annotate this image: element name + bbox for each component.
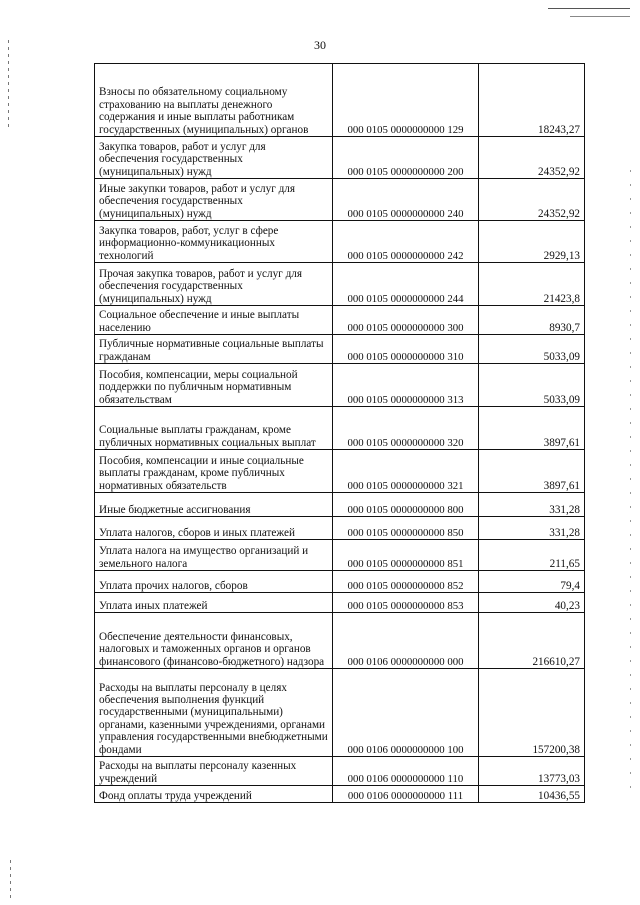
row-amount: 3897,61: [479, 450, 585, 493]
table-row: [95, 493, 585, 517]
row-code: 000 0105 0000000000 320: [333, 407, 479, 450]
table-row: [95, 263, 585, 306]
table-row: [95, 517, 585, 540]
table-row: [95, 571, 585, 593]
row-code: 000 0105 0000000000 300: [333, 306, 479, 335]
row-code: 000 0105 0000000000 321: [333, 450, 479, 493]
row-name: Иные закупки товаров, работ и услуг для обеспечения государственных (муниципальных) нужд: [95, 179, 333, 221]
row-amount: 10436,55: [479, 786, 585, 803]
table-row: [95, 757, 585, 786]
row-amount: 40,23: [479, 593, 585, 613]
header-rule: [548, 8, 630, 9]
scan-edge-mark: [8, 40, 9, 130]
row-code: 000 0105 0000000000 851: [333, 540, 479, 571]
table-row: [95, 407, 585, 450]
row-code: 000 0105 0000000000 129: [333, 64, 479, 137]
row-amount: 18243,27: [479, 64, 585, 137]
table-row: [95, 335, 585, 364]
row-name: Закупка товаров, работ, услуг в сфере информационно-коммуникационных технологий: [95, 221, 333, 263]
row-name: Уплата иных платежей: [95, 593, 333, 613]
row-name: Уплата налогов, сборов и иных платежей: [95, 517, 333, 540]
row-amount: 13773,03: [479, 757, 585, 786]
row-code: 000 0105 0000000000 850: [333, 517, 479, 540]
row-code: 000 0105 0000000000 853: [333, 593, 479, 613]
table-row: [95, 64, 585, 137]
row-amount: 2929,13: [479, 221, 585, 263]
row-amount: 211,65: [479, 540, 585, 571]
table-row: [95, 137, 585, 179]
row-amount: 5033,09: [479, 364, 585, 407]
row-code: 000 0105 0000000000 313: [333, 364, 479, 407]
row-name: Расходы на выплаты персоналу казенных учреждений: [95, 757, 333, 786]
row-amount: 79,4: [479, 571, 585, 593]
row-amount: 331,28: [479, 517, 585, 540]
budget-table: [94, 63, 585, 803]
row-amount: 3897,61: [479, 407, 585, 450]
row-name: Уплата прочих налогов, сборов: [95, 571, 333, 593]
row-code: 000 0105 0000000000 200: [333, 137, 479, 179]
row-name: Социальное обеспечение и иные выплаты населению: [95, 306, 333, 335]
row-code: 000 0105 0000000000 852: [333, 571, 479, 593]
row-name: Уплата налога на имущество организаций и земельного налога: [95, 540, 333, 571]
row-name: Пособия, компенсации и иные социальные выплаты гражданам, кроме публичных нормативных обязательств: [95, 450, 333, 493]
row-amount: 21423,8: [479, 263, 585, 306]
table-row: [95, 669, 585, 757]
table-row: [95, 221, 585, 263]
row-code: 000 0106 0000000000 110: [333, 757, 479, 786]
row-amount: 331,28: [479, 493, 585, 517]
scan-edge-mark-bottom: [10, 860, 11, 900]
row-amount: 216610,27: [479, 613, 585, 669]
table-row: [95, 540, 585, 571]
page-number: 30: [314, 38, 326, 52]
row-name: Прочая закупка товаров, работ и услуг для обеспечения государственных (муниципальных) нужд: [95, 263, 333, 306]
row-code: 000 0105 0000000000 310: [333, 335, 479, 364]
header-rule-short: [570, 16, 630, 17]
row-code: 000 0106 0000000000 111: [333, 786, 479, 803]
row-name: Закупка товаров, работ и услуг для обеспечения государственных (муниципальных) нужд: [95, 137, 333, 179]
row-code: 000 0106 0000000000 000: [333, 613, 479, 669]
row-amount: 157200,38: [479, 669, 585, 757]
row-code: 000 0106 0000000000 100: [333, 669, 479, 757]
table-row: [95, 613, 585, 669]
row-amount: 24352,92: [479, 179, 585, 221]
row-code: 000 0105 0000000000 800: [333, 493, 479, 517]
row-code: 000 0105 0000000000 244: [333, 263, 479, 306]
row-amount: 24352,92: [479, 137, 585, 179]
row-name: Взносы по обязательному социальному страхованию на выплаты денежного содержания и иные выплаты работникам государственных (муниципальных) органов: [95, 64, 333, 137]
table-row: [95, 450, 585, 493]
table-row: [95, 179, 585, 221]
row-code: 000 0105 0000000000 242: [333, 221, 479, 263]
row-name: Публичные нормативные социальные выплаты гражданам: [95, 335, 333, 364]
row-amount: 5033,09: [479, 335, 585, 364]
row-name: Социальные выплаты гражданам, кроме публичных нормативных социальных выплат: [95, 407, 333, 450]
scan-edge-mark-right: [630, 170, 631, 790]
row-name: Иные бюджетные ассигнования: [95, 493, 333, 517]
row-name: Обеспечение деятельности финансовых, налоговых и таможенных органов и органов финансового (финансово-бюджетного) надзора: [95, 613, 333, 669]
table-row: [95, 306, 585, 335]
row-code: 000 0105 0000000000 240: [333, 179, 479, 221]
row-name: Фонд оплаты труда учреждений: [95, 786, 333, 803]
row-name: Расходы на выплаты персоналу в целях обеспечения выполнения функций государственными (муниципальными) органами, казенными учреждениями, органами управления государственными внебюджетными фондами: [95, 669, 333, 757]
row-name: Пособия, компенсации, меры социальной поддержки по публичным нормативным обязательствам: [95, 364, 333, 407]
row-amount: 8930,7: [479, 306, 585, 335]
table-row: [95, 786, 585, 803]
table-row: [95, 364, 585, 407]
table-row: [95, 593, 585, 613]
